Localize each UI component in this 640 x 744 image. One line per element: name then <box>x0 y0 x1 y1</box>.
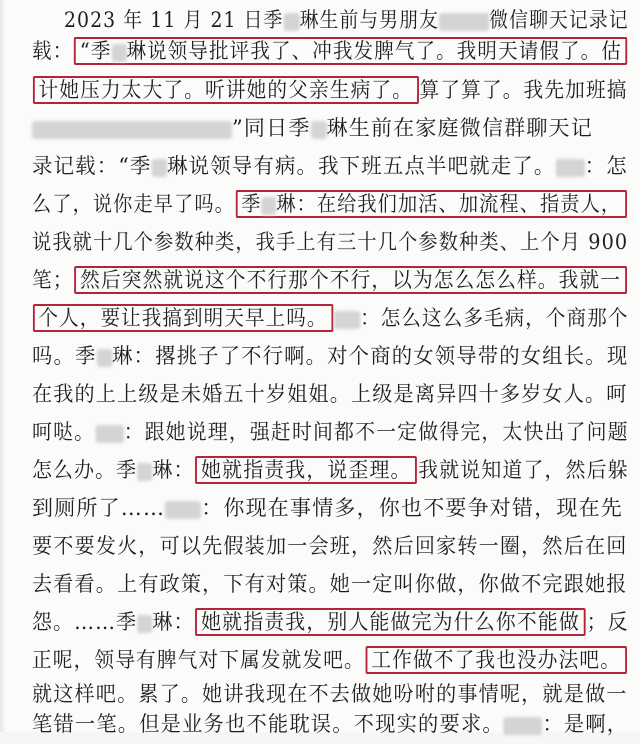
text-segment: 录记载：“季 <box>32 154 152 178</box>
text-segment: 么了，说你走早了吗。 <box>32 192 235 216</box>
text-segment: 载： <box>32 39 74 63</box>
text-line-14 <box>32 488 623 528</box>
highlight-box <box>74 37 627 65</box>
text-line-12 <box>32 412 629 452</box>
text-segment: 琳： <box>152 610 195 634</box>
highlight-box: 计她压力太大了。听讲她的父亲生病了。 <box>33 76 419 104</box>
redacted-name <box>97 349 113 367</box>
text-segment: ：是啊， <box>542 712 629 736</box>
redacted-name <box>283 13 299 31</box>
text-segment: 正呢，领导有脾气对下属发就发吧。 <box>32 648 365 672</box>
text-line-20 <box>32 704 628 744</box>
text-line-8 <box>32 260 628 300</box>
redacted-name <box>555 159 584 177</box>
highlight-box: 个人，要让我搞到明天早上吗。 <box>33 304 333 332</box>
text-segment: 微信聊天记录记 <box>489 8 629 32</box>
highlight-box <box>236 190 627 218</box>
redacted-name <box>112 44 127 62</box>
text-line-4 <box>32 108 593 148</box>
text-line-5 <box>32 146 628 186</box>
text-segment: 去看看。上有政策，下有对策。她一定叫你做，你做不完跟她报 <box>32 572 628 596</box>
highlight-box: 她就指责我，说歪理。 <box>195 456 417 484</box>
redacted-name <box>151 159 167 177</box>
text-line-13 <box>32 450 629 490</box>
text-segment: 怨。……季 <box>32 610 138 634</box>
redacted-name <box>334 311 360 329</box>
text-segment: 算了算了。我先加班搞 <box>419 78 628 102</box>
text-segment: 笔； <box>32 268 74 292</box>
text-line-7 <box>32 222 628 262</box>
text-line-10 <box>32 336 628 376</box>
redacted-name <box>95 425 123 443</box>
highlight-box: 工作做不了我也没办法吧。 <box>366 646 627 674</box>
text-segment: 呵哒。 <box>32 420 96 444</box>
text-line-15 <box>32 526 628 566</box>
text-segment: 琳：在给我们加活、加流程、指责人， <box>276 192 622 216</box>
text-segment: 笔错一笔。但是业务也不能耽误。不现实的要求。 <box>32 712 504 736</box>
text-line-11 <box>32 374 628 414</box>
highlight-box: 她就指责我，别人能做完为什么你不能做 <box>195 608 585 636</box>
text-segment: 说我就十几个参数种类，我手上有三十几个参数种类、上个月 900 <box>32 230 629 254</box>
text-segment: ”同日季 <box>232 116 311 140</box>
page-edge-shadow <box>0 0 6 732</box>
redacted-name <box>165 501 201 519</box>
text-segment: 季 <box>241 192 262 216</box>
text-segment: 就这样吧。累了。她讲我现在不去做她吩咐的事情呢，就是做一 <box>32 682 628 706</box>
text-segment: ：怎 <box>584 154 628 178</box>
highlight-box: 然后突然就说这个不行那个不行，以为怎么怎么样。我就一 <box>75 266 627 294</box>
text-segment: 吗。季 <box>32 344 97 368</box>
redacted-name <box>137 615 152 633</box>
text-segment: ：你现在事情多，你也不要争对错，现在先 <box>201 496 624 520</box>
redacted-name <box>262 197 277 215</box>
text-line-16 <box>32 564 628 604</box>
text-segment: “季 <box>79 39 112 63</box>
text-segment: 琳生前在家庭微信群聊天记 <box>326 116 593 140</box>
text-line-3 <box>32 70 628 110</box>
text-line-2 <box>32 31 628 71</box>
text-segment: 琳说领导有病。我下班五点半吧就走了。 <box>167 154 556 178</box>
text-segment: ：跟她说理，强赶时间都不一定做得完，太快出了问题 <box>123 420 629 444</box>
redacted-name <box>439 13 489 31</box>
text-segment: 琳生前与男朋友 <box>299 8 440 32</box>
text-segment: 琳： <box>152 458 195 482</box>
redacted-name <box>137 463 152 481</box>
text-segment: ：怎么这么多毛病，个商那个 <box>360 306 629 330</box>
text-segment: 琳：撂挑子了不行啊。对个商的女领导带的女组长。现 <box>112 344 629 368</box>
redacted-text <box>32 121 232 139</box>
text-segment: 到厕所了…… <box>32 496 166 520</box>
redacted-name <box>311 121 327 139</box>
text-segment: ；反 <box>586 610 629 634</box>
text-segment: 琳说领导批评我了、冲我发脾气了。我明天请假了。估 <box>126 39 622 63</box>
text-line-17 <box>32 602 629 642</box>
text-line-6 <box>32 184 628 224</box>
text-line-9 <box>32 298 629 338</box>
text-segment: 我就说知道了，然后躲 <box>418 458 629 482</box>
text-segment: 2023 年 11 月 21 日季 <box>64 8 284 32</box>
text-segment: 要不要发火，可以先假装加一会班，然后回家转一圈，然后在回 <box>32 534 628 558</box>
text-segment: 在我的上上级是未婚五十岁姐姐。上级是离异四十多岁女人。呵 <box>32 382 628 406</box>
text-segment: 怎么办。季 <box>32 458 138 482</box>
